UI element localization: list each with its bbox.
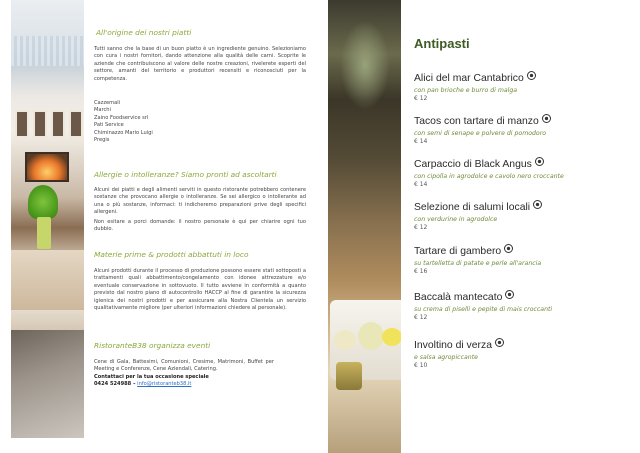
menu-item-name: Involtino di verza xyxy=(414,340,492,351)
restaurant-interior-photo xyxy=(11,0,84,438)
menu-item-name: Alici del mar Cantabrico xyxy=(414,73,524,84)
section-title-events: RistoranteB38 organizza eventi xyxy=(94,341,211,350)
dish-icon xyxy=(505,290,514,299)
dish-icon xyxy=(533,200,542,209)
chair xyxy=(11,330,84,438)
menu-item-price: € 10 xyxy=(414,362,428,369)
menu-item xyxy=(414,71,624,102)
menu-item-description: su crema di piselli e pepite di mais croccanti xyxy=(414,306,553,313)
supplier-item: Pregis xyxy=(94,137,110,144)
email-link[interactable]: info@ristoranteb38.it xyxy=(137,381,192,388)
dish-icon xyxy=(504,244,513,253)
raw-materials-paragraph: Alcuni prodotti durante il processo di produzione possono essere stati sottoposti a trattamenti quali abbattimento/congelamento con idonee attrezzature e/o eventuale conservazione in sottovuoto. Il tutto avviene in conformità a quanto previsto dal nostro piano di autocontrollo HACCP al fine di garantire la sicurezza igienica dei nostri prodotti e per assicurare alla Nostra Clientela un servizio qualitativamente migliore (per ulteriori informazioni chiedere al personale). xyxy=(94,268,306,312)
table xyxy=(11,250,84,310)
background-glow xyxy=(340,20,390,110)
menu-item-name: Selezione di salumi locali xyxy=(414,202,531,213)
dish-icon xyxy=(535,157,544,166)
tin xyxy=(336,362,362,390)
supplier-item: Cazzemali xyxy=(94,100,121,106)
section-title-allergies: Allergie o intolleranze? Siamo pronti ad ascoltarti xyxy=(94,170,277,179)
menu-item-name: Tacos con tartare di manzo xyxy=(414,116,539,127)
menu-item xyxy=(414,200,624,231)
menu-item-price: € 12 xyxy=(414,95,428,102)
food-photo xyxy=(328,0,401,453)
food xyxy=(358,322,384,350)
plant xyxy=(28,185,58,219)
wall-picture xyxy=(33,110,47,138)
allergies-paragraph: Alcuni dei piatti e degli alimenti serviti in questo ristorante potrebbero contenere sostanze che provocano allergie o intolleranze. Se sei allergico o intollerante ad una o più sostanze, informaci: ti indicheremo preparazioni prive degli specifici allergeni. Non esitare a porci domande: il nostro personale è qui per chiarire ogni tuo dubbio. xyxy=(94,187,306,233)
section-title-raw-materials: Materie prime & prodotti abbattuti in loco xyxy=(94,250,249,259)
ceiling-detail xyxy=(11,36,84,66)
fireplace xyxy=(25,152,69,182)
menu-item-description: e salsa agropiccante xyxy=(414,354,478,361)
menu-item-price: € 16 xyxy=(414,268,428,275)
wall-picture xyxy=(51,110,65,138)
vase xyxy=(37,217,51,249)
menu-item xyxy=(414,114,624,145)
supplier-item: Chiminazzo Mario Luigi xyxy=(94,129,153,136)
contact-line xyxy=(94,381,274,388)
menu-item-description: su tartelletta di patate e perle all'arancia xyxy=(414,260,542,267)
menu-item-description: con verdurine in agrodolce xyxy=(414,216,498,223)
origin-paragraph: Tutti sanno che la base di un buon piatto è un ingrediente genuino. Selezioniamo con cura i nostri fornitori, dando attenzione alla qualità delle carni. Scoprite le aziende che contribuiscono al valore delle nostre creazioni, rivelerete esperti del settore, amanti del territorio e produttori recensiti e riconosciuti per la competenza. xyxy=(94,46,306,82)
wall-picture xyxy=(15,110,29,138)
supplier-item: Zaino Foodservice srl xyxy=(94,114,149,121)
section-title-origin: All'origine dei nostri piatti xyxy=(96,28,192,37)
menu-item-price: € 12 xyxy=(414,224,428,231)
menu-item xyxy=(414,244,624,275)
wall-picture xyxy=(69,110,83,138)
supplier-item: Marchi xyxy=(94,107,111,114)
dish-icon xyxy=(542,114,551,123)
menu-item-name: Carpaccio di Black Angus xyxy=(414,159,532,170)
menu-item-price: € 14 xyxy=(414,138,428,145)
supplier-item: Pati Service xyxy=(94,122,124,129)
menu-item-description: con pan brioche e burro di malga xyxy=(414,87,518,94)
food xyxy=(382,328,401,346)
menu-item-name: Tartare di gambero xyxy=(414,246,502,257)
dish-icon xyxy=(527,71,536,80)
supplier-list xyxy=(94,100,306,144)
dish-icon xyxy=(495,338,504,347)
events-paragraph: Cene di Gala, Battesimi, Comunioni, Cresime, Matrimoni, Buffet per Meeting e Conferenze, Cene Aziendali, Catering. Contattaci per la tua occasione speciale 0424 524988 – info@ristoranteb38.it xyxy=(94,359,274,388)
menu-item xyxy=(414,290,624,321)
menu-item-description: con semi di senape e polvere di pomodoro xyxy=(414,130,547,137)
phone-number: 0424 524988 – xyxy=(94,381,136,388)
menu-item-description: con cipolla in agrodolce e cavolo nero croccante xyxy=(414,173,564,180)
menu-item-price: € 12 xyxy=(414,314,428,321)
menu-item-price: € 14 xyxy=(414,181,428,188)
contact-label: Contattaci per la tua occasione speciale xyxy=(94,373,209,380)
menu-heading: Antipasti xyxy=(414,36,470,51)
menu-item-name: Baccalà mantecato xyxy=(414,292,503,303)
menu-item xyxy=(414,157,624,188)
food xyxy=(334,330,356,350)
menu-item xyxy=(414,338,624,369)
